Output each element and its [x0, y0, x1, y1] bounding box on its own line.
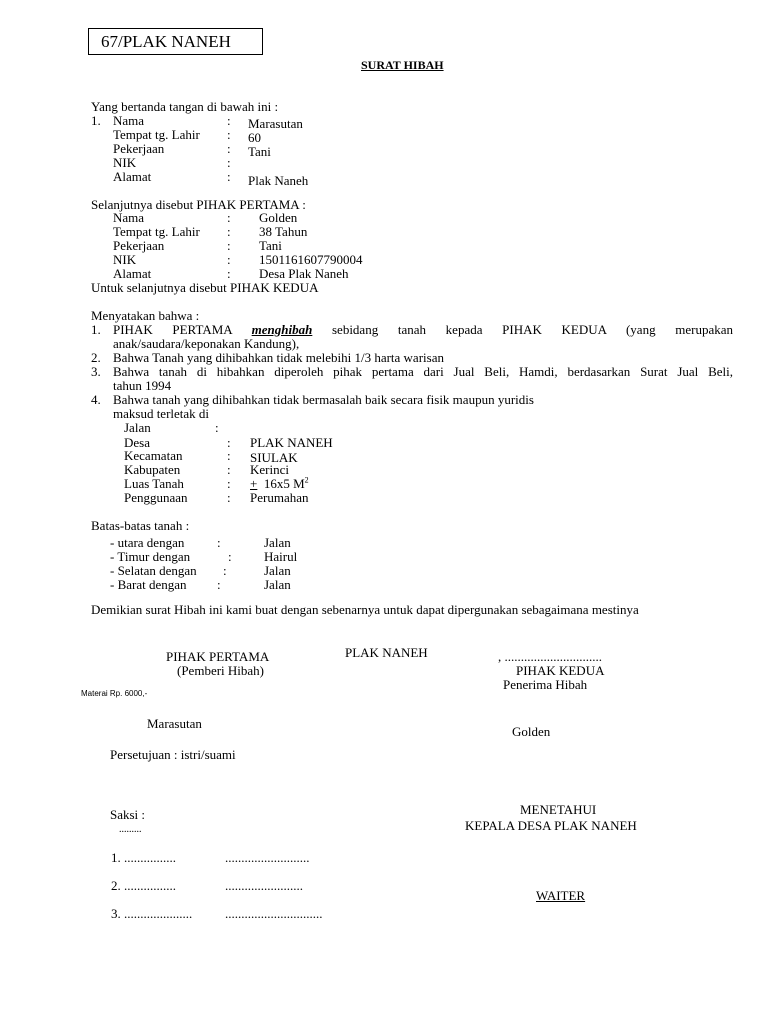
area-value: 16x5 M — [263, 476, 305, 491]
party1-colon-name: : — [227, 113, 231, 128]
second-party-title: PIHAK KEDUA — [516, 663, 605, 678]
party2-value-name: Golden — [259, 210, 298, 225]
witness-1-signature: .......................... — [225, 850, 310, 865]
statement-4-number: 4. — [91, 392, 101, 407]
party1-colon-birth: : — [227, 127, 231, 142]
statement-4: Bahwa tanah yang dihibahkan tidak bermasalah baik secara fisik maupun yuridis — [113, 392, 534, 407]
party2-value-job: Tani — [259, 238, 282, 253]
party2-colon-job: : — [227, 238, 231, 253]
village-head-name: WAITER — [536, 888, 586, 903]
document-number: 67/PLAK NANEH — [88, 28, 263, 55]
consent-line: Persetujuan : istri/suami — [110, 747, 236, 762]
second-party-name: Golden — [512, 724, 551, 739]
date-line: , .............................. — [498, 649, 602, 664]
party2-colon-nik: : — [227, 252, 231, 267]
location-colon-regency: : — [227, 462, 231, 477]
plus-minus-symbol: + — [250, 476, 258, 491]
document-title: SURAT HIBAH — [361, 58, 444, 72]
area-exponent: 2 — [304, 475, 309, 485]
first-party-subtitle: (Pemberi Hibah) — [177, 663, 265, 678]
location-label-village: Desa — [124, 435, 150, 450]
border-label-east: - Timur dengan — [110, 549, 191, 564]
stamp-note: Materai Rp. 6000,- — [81, 689, 148, 698]
statement-2-number: 2. — [91, 350, 101, 365]
location-value-village: PLAK NANEH — [250, 435, 333, 450]
party1-value-address: Plak Naneh — [248, 173, 309, 188]
location-label-regency: Kabupaten — [124, 462, 181, 477]
party1-value-job: Tani — [248, 144, 271, 159]
party1-colon-job: : — [227, 141, 231, 156]
party2-colon-name: : — [227, 210, 231, 225]
witness-title: Saksi : — [110, 807, 146, 822]
borders-title: Batas-batas tanah : — [91, 518, 190, 533]
location-value-regency: Kerinci — [250, 462, 289, 477]
location-value-area — [250, 477, 309, 491]
witness-2-number: 2. — [111, 878, 121, 893]
acknowledge-heading: MENETAHUI — [520, 802, 597, 817]
intro-text: Yang bertanda tangan di bawah ini : — [91, 99, 279, 114]
witness-2-signature: ........................ — [225, 878, 303, 893]
statement-4-line2: maksud terletak di — [113, 406, 210, 421]
witness-2-name: ................ — [124, 878, 176, 893]
statement-1-post: sebidang tanah kepada PIHAK KEDUA (yang merupakan — [312, 322, 733, 337]
border-value-west: Jalan — [264, 577, 291, 592]
location-value-district: SIULAK — [250, 450, 298, 465]
location-label-area: Luas Tanah — [124, 476, 184, 491]
party1-colon-address: : — [227, 169, 231, 184]
location-colon-village: : — [227, 435, 231, 450]
party2-label-nik: NIK — [113, 252, 137, 267]
party1-label-birth: Tempat tg. Lahir — [113, 127, 200, 142]
first-party-title: PIHAK PERTAMA — [166, 649, 270, 664]
statement-1 — [113, 323, 733, 337]
border-value-south: Jalan — [264, 563, 291, 578]
border-label-north: - utara dengan — [110, 535, 185, 550]
party1-label-nik: NIK — [113, 155, 137, 170]
village-head-title: KEPALA DESA PLAK NANEH — [465, 818, 637, 833]
party1-label-name: Nama — [113, 113, 145, 128]
witness-3-name: ..................... — [124, 906, 193, 921]
border-value-north: Jalan — [264, 535, 291, 550]
location-colon-use: : — [227, 490, 231, 505]
location-colon-area: : — [227, 476, 231, 491]
closing-statement: Demikian surat Hibah ini kami buat dengan sebenarnya untuk dapat dipergunakan sebagaimana mestinya — [91, 602, 639, 617]
party1-label-job: Pekerjaan — [113, 141, 165, 156]
border-label-south: - Selatan dengan — [110, 563, 197, 578]
statement-1-number: 1. — [91, 322, 101, 337]
location-label-street: Jalan — [124, 420, 151, 435]
party1-label-address: Alamat — [113, 169, 152, 184]
first-party-name: Marasutan — [147, 716, 202, 731]
witness-1-name: ................ — [124, 850, 176, 865]
statement-1-emphasis: menghibah — [251, 322, 313, 337]
statement-3: Bahwa tanah di hibahkan diperoleh pihak pertama dari Jual Beli, Hamdi, berdasarkan Surat Jual Beli, — [113, 364, 733, 379]
place-name: PLAK NANEH — [345, 645, 428, 660]
witness-dots: ......... — [119, 824, 142, 835]
second-party-subtitle: Penerima Hibah — [503, 677, 588, 692]
statement-2: Bahwa Tanah yang dihibahkan tidak melebihi 1/3 harta warisan — [113, 350, 444, 365]
witness-1-number: 1. — [111, 850, 121, 865]
location-value-use: Perumahan — [250, 490, 309, 505]
party2-label-job: Pekerjaan — [113, 238, 165, 253]
location-label-use: Penggunaan — [124, 490, 188, 505]
party2-value-birth: 38 Tahun — [259, 224, 308, 239]
party2-value-address: Desa Plak Naneh — [259, 266, 349, 281]
party2-label-birth: Tempat tg. Lahir — [113, 224, 200, 239]
witness-3-number: 3. — [111, 906, 121, 921]
party1-value-birth: 60 — [248, 130, 261, 145]
border-colon-east: : — [228, 549, 232, 564]
party2-value-nik: 1501161607790004 — [259, 252, 363, 267]
party1-number: 1. — [91, 113, 101, 128]
border-colon-south: : — [223, 563, 227, 578]
party1-caption: Selanjutnya disebut PIHAK PERTAMA : — [91, 197, 306, 212]
border-value-east: Hairul — [264, 549, 298, 564]
party2-label-name: Nama — [113, 210, 145, 225]
border-label-west: - Barat dengan — [110, 577, 187, 592]
statement-1-pre: PIHAK PERTAMA — [113, 322, 252, 337]
party2-colon-address: : — [227, 266, 231, 281]
party2-label-address: Alamat — [113, 266, 152, 281]
location-label-district: Kecamatan — [124, 448, 183, 463]
witness-3-signature: .............................. — [225, 906, 323, 921]
border-colon-west: : — [217, 577, 221, 592]
statement-intro: Menyatakan bahwa : — [91, 308, 200, 323]
location-colon-street: : — [215, 420, 219, 435]
location-colon-district: : — [227, 448, 231, 463]
party2-colon-birth: : — [227, 224, 231, 239]
statement-1-line2: anak/saudara/keponakan Kandung), — [113, 336, 300, 351]
party2-caption: Untuk selanjutnya disebut PIHAK KEDUA — [91, 280, 319, 295]
statement-3-line2: tahun 1994 — [113, 378, 172, 393]
party1-value-name: Marasutan — [248, 116, 303, 131]
party1-colon-nik: : — [227, 155, 231, 170]
border-colon-north: : — [217, 535, 221, 550]
statement-3-number: 3. — [91, 364, 101, 379]
